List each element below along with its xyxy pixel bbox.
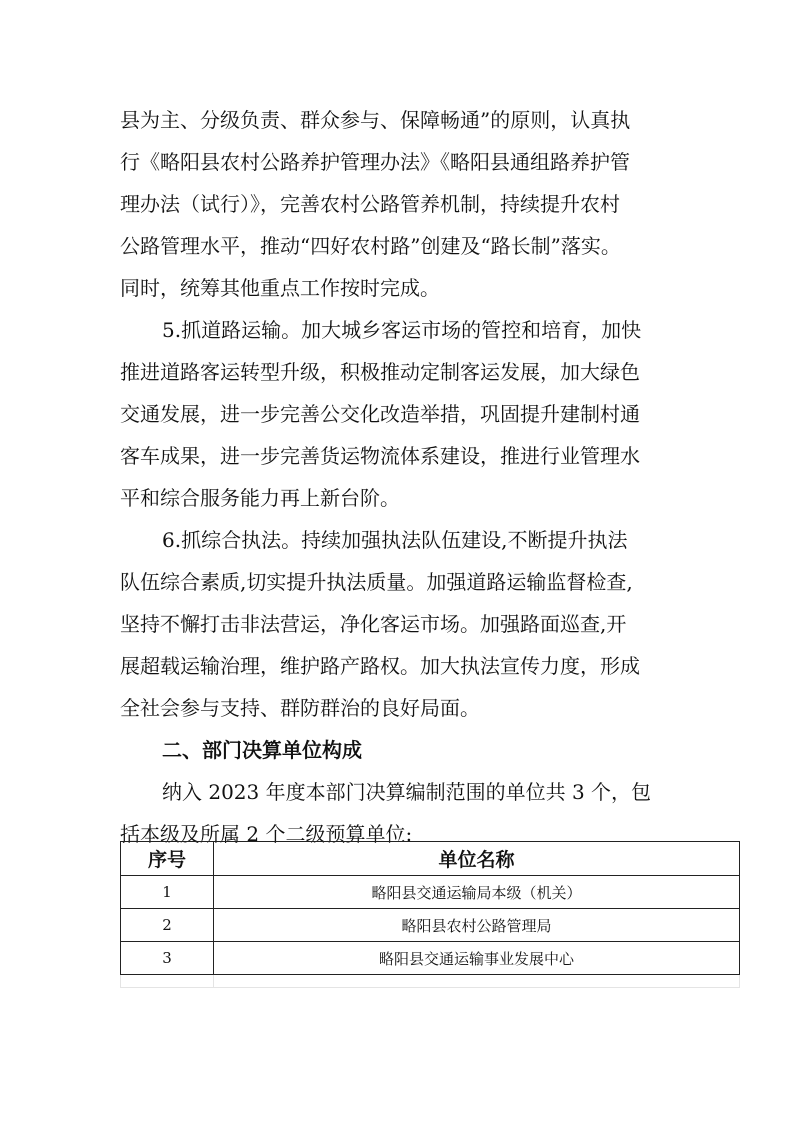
row-number: 1 — [121, 876, 214, 909]
intro-line: 括本级及所属 2 个二级预算单位: — [120, 822, 413, 846]
table-header-row — [121, 842, 740, 876]
body-line: 6.抓综合执法。持续加强执法队伍建设,不断提升执法 — [162, 528, 628, 552]
table-empty-row — [121, 975, 740, 988]
table-row — [121, 942, 740, 975]
intro-line: 纳入 2023 年度本部门决算编制范围的单位共 3 个，包 — [162, 780, 652, 804]
table-row — [121, 876, 740, 909]
units-table — [120, 841, 740, 988]
body-line: 理办法（试行）》，完善农村公路管养机制，持续提升农村 — [120, 192, 620, 216]
body-line: 推进道路客运转型升级，积极推动定制客运发展，加大绿色 — [120, 360, 640, 384]
body-line: 客车成果，进一步完善货运物流体系建设，推进行业管理水 — [120, 444, 640, 468]
body-line: 公路管理水平，推动“四好农村路”创建及“路长制”落实。 — [120, 234, 621, 258]
row-unit-name: 略阳县农村公路管理局 — [214, 909, 740, 942]
body-line: 队伍综合素质,切实提升执法质量。加强道路运输监督检查, — [120, 570, 633, 594]
body-line: 全社会参与支持、群防群治的良好局面。 — [120, 696, 480, 720]
body-line: 平和综合服务能力再上新台阶。 — [120, 486, 400, 510]
body-line: 行《略阳县农村公路养护管理办法》《略阳县通组路养护管 — [120, 150, 630, 174]
body-line: 5.抓道路运输。加大城乡客运市场的管控和培育，加快 — [162, 318, 642, 342]
row-unit-name: 略阳县交通运输局本级（机关） — [214, 876, 740, 909]
empty-cell — [214, 975, 740, 988]
body-line: 展超载运输治理，维护路产路权。加大执法宣传力度，形成 — [120, 654, 640, 678]
body-line: 同时，统筹其他重点工作按时完成。 — [120, 276, 440, 300]
row-number: 2 — [121, 909, 214, 942]
body-line: 坚持不懈打击非法营运，净化客运市场。加强路面巡查,开 — [120, 612, 627, 636]
section-heading: 二、部门决算单位构成 — [162, 738, 362, 762]
column-header-unit-name: 单位名称 — [214, 842, 740, 876]
empty-cell — [121, 975, 214, 988]
row-unit-name: 略阳县交通运输事业发展中心 — [214, 942, 740, 975]
row-number: 3 — [121, 942, 214, 975]
body-line: 交通发展，进一步完善公交化改造举措，巩固提升建制村通 — [120, 402, 640, 426]
body-line: 县为主、分级负责、群众参与、保障畅通”的原则，认真执 — [120, 108, 631, 132]
column-header-number: 序号 — [121, 842, 214, 876]
table-row — [121, 909, 740, 942]
